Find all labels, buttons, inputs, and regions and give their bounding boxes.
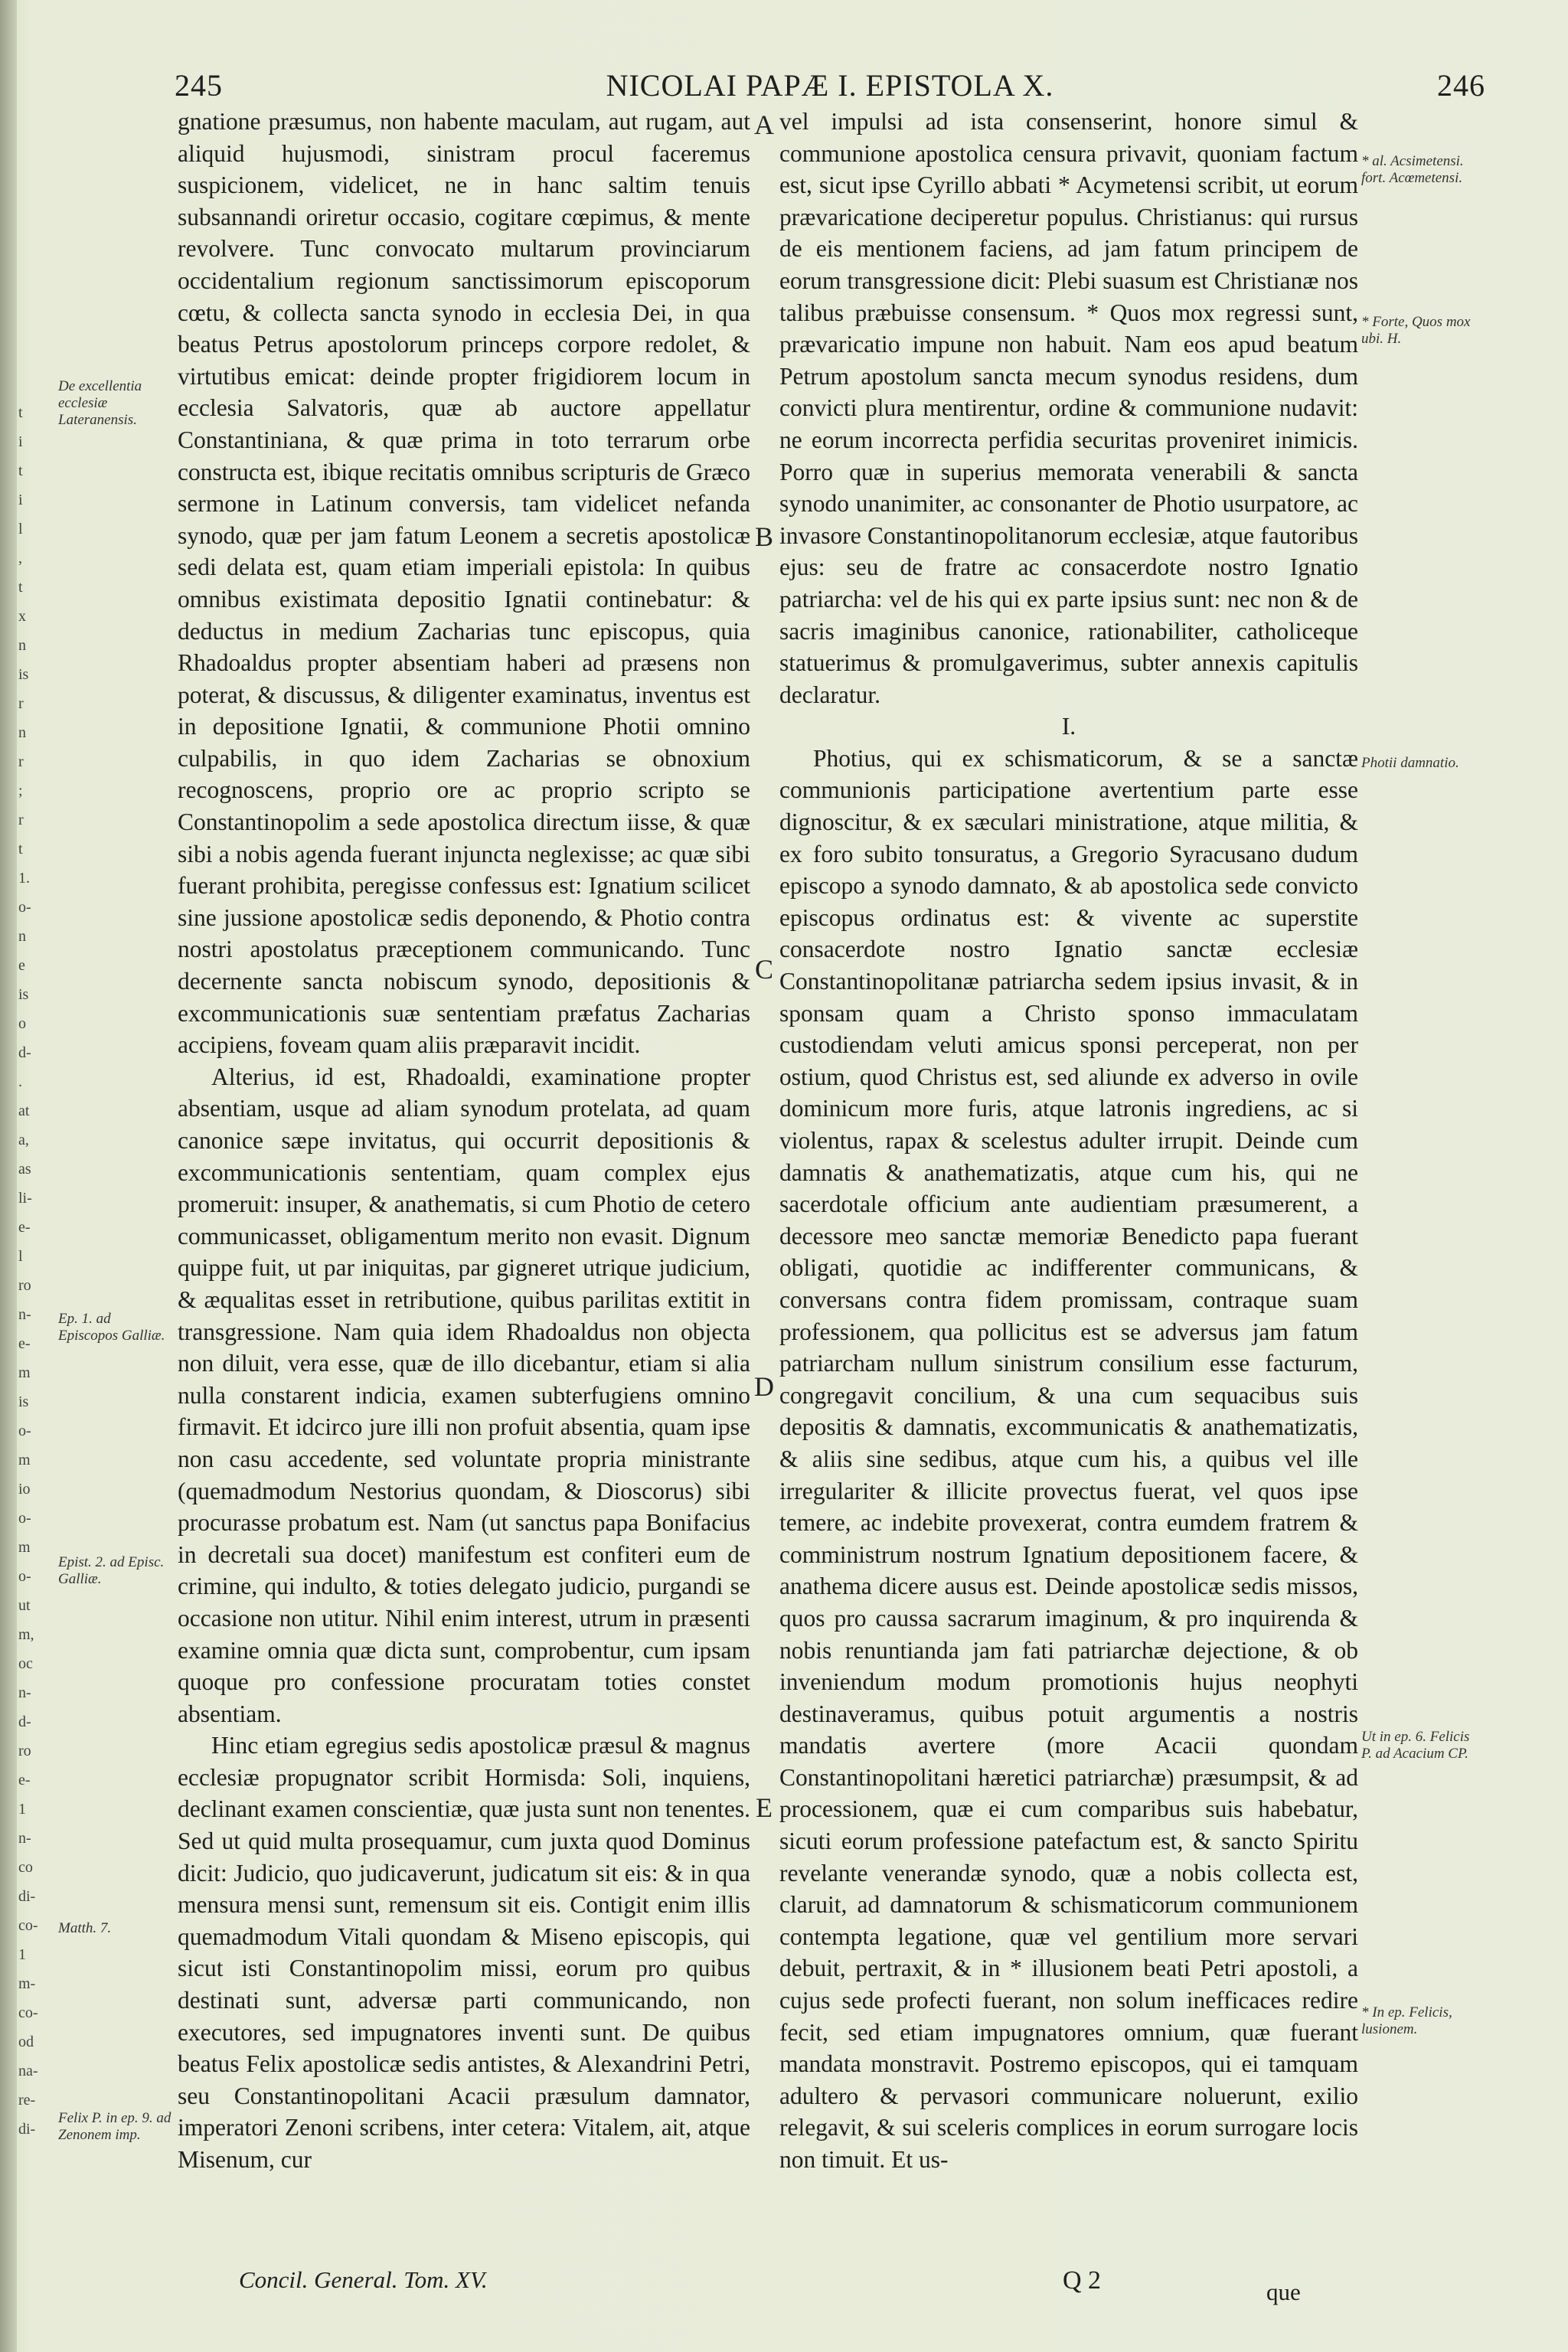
- margin-note-left: Matth. 7.: [58, 1920, 112, 1936]
- section-number: I.: [1061, 713, 1076, 740]
- margin-note-right: Ut in ep. 6. Felicis P. ad Acacium CP.: [1361, 1729, 1470, 1762]
- paragraph: gnatione præsumus, non habente maculam, aut rugam, aut aliquid hujusmodi, sinistram procul faceremus suspicionem, videlicet, ne in hanc saltim tenuis subsannandi oriretur occasio, cogitare cœpimus, & mente revolvere. Tunc convocato multarum provinciarum occidentalium regionum sanctissimorum episcoporum cœtu, & collecta sancta synodo in ecclesia Dei, in qua beatus Petrus apostolorum princeps corpore redolet, & virtutibus emicat: deinde propter frigidiorem locum in ecclesia Salvatoris, quæ ab auctore appellatur Constantiniana, & quæ prima in toto terrarum orbe constructa est, ibique recitatis omnibus scripturis de Græco sermone in Latinum conversis, tam videlicet nefanda synodo, quæ per jam fatum Leonem a secretis apostolicæ sedi delata est, quam etiam imperiali epistola: In quibus omnibus existimata depositio Ignatii continebatur: & deductus in medium Zacharias tunc episcopus, quia Rhadoaldus propter absentiam haberi ad præsens non poterat, & discussus, & diligenter examinatus, inventus est in depositione Ignatii, & communione Photii omnino culpabilis, in quo idem Zacharias se obnoxium recognoscens, proprio ore ac proprio scripto se Constantinopolim a sede apostolica directum iisse, & quæ sibi a nobis agenda fuerant injuncta neglexisse; ac quæ sibi fuerant prohibita, peregisse confessus est: Ignatium scilicet sine jussione apostolicæ sedis deponendo, & Photio contra nostri apostolatus præceptionem communicando. Tunc decernente sancta nobiscum synodo, depositionis & excommunicationis suæ sententiam præfatus Zacharias accipiens, foveam quam aliis præparavit incidit.: [178, 108, 750, 1059]
- margin-note-left: Felix P. in ep. 9. ad Zenonem imp.: [58, 2110, 172, 2143]
- page-title: NICOLAI PAPÆ I. EPISTOLA X.: [606, 68, 1054, 103]
- left-column: [178, 106, 750, 2176]
- page-number-left: 245: [175, 68, 223, 103]
- margin-note-left: Ep. 1. ad Episcopos Galliæ.: [58, 1311, 165, 1344]
- previous-page-edge-text: t i t i l , t x n is r n r ; r t 1. o- n e is o d- . at a, as li- e- l ro n- e- m is o- m io o- m o- ut m, oc n- d- ro e- 1 n- co di- co- 1 m- co- od na- re- di-: [18, 404, 38, 2138]
- right-column: [779, 106, 1358, 2176]
- signature-mark: Q 2: [1063, 2266, 1102, 2295]
- section-letter: B: [754, 521, 773, 552]
- footer-volume: Concil. General. Tom. XV.: [239, 2266, 488, 2293]
- paragraph: Photius, qui ex schismaticorum, & se a sanctæ communionis participatione avertentium parte esse dignoscitur, & ex sæculari ministratione, atque militia, & ex foro subito tonsuratus, a Gregorio Syracusano dudum episcopo a synodo damnato, & ab apostolica sede convicto episcopus ordinatus est: & vivente ac superstite consacerdote nostro Ignatio sanctæ ecclesiæ Constantinopolitanæ patriarcha sedem ipsius invasit, & in sponsam quam a Christo sponso immaculatam custodiendam veluti amicus sponsi perceperat, non per ostium, quod Christus est, sed aliunde ex adverso in ovile dominicum more furis, atque latronis ingrediens, ac si violentus, rapax & scelestus adulter irrupit. Deinde cum damnatis & anathematizatis, atque cum his, qui ne sacerdotale officium ante audientiam præsumerent, a decessore meo sanctæ memoriæ Benedicto papa fuerant obligati, quotidie ac indifferenter communicans, & conversans contra fidem promissam, contraque suam professionem, qua pollicitus est se adversus jam fatum patriarcham nullum sinistrum consilium esse facturum, congregavit concilium, & una cum sequacibus suis depositis & damnatis, excommunicatis & anathematizatis, & aliis sine sedibus, atque cum his, a quibus vel ille irregulariter & illicite provectus fuerat, vel quos ipse temere, ac indebite provexerat, contra eumdem fratrem & comministrum nostrum Ignatium depositionem facere, & anathema dicere ausus est. Deinde apostolicæ sedis missos, quos pro caussa sacrarum imaginum, & pro inquirenda & nobis renuntianda jam fati patriarchæ dejectione, & ob inveniendum modum promotionis hujus neophyti destinaveramus, quibus potuit argumentis a nostris mandatis avertere (more Acacii quondam Constantinopolitani hæretici patriarchæ) præsumpsit, & ad processionem, quæ ei cum comparibus suis habebatur, sicuti eorum professione patefactum est, & sancto Spiritu revelante venerandæ synodo, quæ a nobis collecta est, claruit, ad damnatorum & schismaticorum communionem contempta legatione, quæ vel gentilium more servari debuit, pertraxit, & in * illusionem beati Petri apostoli, a cujus sede profecti fuerant, non solum inefficaces redire fecit, sed etiam impugnatores omnium, quæ fuerant mandata monstravit. Postremo episcopos, qui ei tamquam adultero & pervasori communicare noluerunt, exilio relegavit, & sui sceleris complices in eorum surrogare locis non timuit. Et us-: [779, 744, 1358, 2173]
- margin-note-left: De excellentia ecclesiæ Lateranensis.: [58, 378, 142, 428]
- paragraph: Hinc etiam egregius sedis apostolicæ præsul & magnus ecclesiæ propugnator scribit Hormisda: Soli, inquiens, declinant examen conscientiæ, quæ justa sunt non tenentes. Sed ut quid multa prosequamur, cum juxta quod Dominus dicit: Judicio, quo judicaverunt, judicatum sit eis: & in qua mensura mensi sunt, remensum sit eis. Contigit enim illis quemadmodum Vitali quondam & Miseno episcopis, qui sicut isti Constantinopolim missi, eorum pro quibus destinati sunt, adversæ parti communicando, non executores, sed impugnatores inventi sunt. De quibus beatus Felix apostolicæ sedis antistes, & Alexandrini Petri, seu Constantinopolitani Acacii præsulum damnator, imperatori Zenoni scribens, inter cetera: Vitalem, ait, atque Misenum, cur: [178, 1732, 750, 2173]
- page-header: [175, 67, 1485, 110]
- paragraph: vel impulsi ad ista consenserint, honore simul & communione apostolica censura privavit, quoniam factum est, sicut ipse Cyrillo abbati * Acymetensi scribit, ut eorum prævaricatione deciperetur populus. Christianus: qui rursus de eis mentionem faciens, ad jam fatum principem de eorum transgressione dicit: Plebi suasum est Christianæ nos talibus præbuisse consensum. * Quos mox regressi sunt, prævaricatio impune non habuit. Nam eos apud beatum Petrum apostolum sancta mecum synodus residens, dum convicti plura mentirentur, ordine & communione nudavit: ne eorum incorrecta perfidia securitas proveniret inimicis. Porro quæ in superius memorata venerabili & sancta synodo unanimiter, ac consonanter de Photio usurpatore, ac invasore Constantinopolitanorum ecclesiæ, atque fautoribus ejus: seu de fratre ac consacerdote nostro Ignatio patriarcha: vel de his qui ex parte ipsius sunt: nec non & de sacris imaginibus canonice, rationabiliter, catholiceque statuerimus & promulgaverimus, subter annexis capitulis declaratur.: [779, 108, 1358, 708]
- margin-note-right: * al. Acsimetensi. fort. Acœmetensi.: [1361, 153, 1464, 186]
- paragraph: Alterius, id est, Rhadoaldi, examinatione propter absentiam, usque ad aliam synodum protelata, ad quam canonice sæpe invitatus, qui occurrit depositionis & excommunicationis sententiam, quam complex ejus promeruit: insuper, & anathematis, si cum Photio de cetero communicasset, obligamentum merito non evasit. Dignum quippe fuit, ut par iniquitas, par gigneret utrique judicium, & æqualitas esset in retributione, quibus parilitas extitit in transgressione. Nam quia idem Rhadoaldus non objecta non diluit, vera esse, quæ de illo dicebantur, etiam si alia nulla constarent indicia, examen subterfugiens omnino firmavit. Et idcirco jure illi non profuit absentia, quam ipse non casu accedente, sed voluntate propria ministrante (quemadmodum Nestorius quondam, & Dioscorus) sibi procurasse probatum est. Nam (ut sanctus papa Bonifacius in decretali sua docet) manifestum est confiteri eum de crimine, qui indulto, & toties delegato judicio, purgandi se occasione non utitur. Nihil enim interest, utrum in præsenti examine omnia quæ dicta sunt, comprobentur, cum ipsam quoque pro confessione procuratam toties constet absentiam.: [178, 1063, 750, 1727]
- section-letter: A: [754, 109, 774, 140]
- section-letter: C: [754, 954, 773, 985]
- margin-note-right: * Forte, Quos mox ubi. H.: [1361, 314, 1471, 347]
- book-binding: [0, 0, 17, 2352]
- margin-note-right: * In ep. Felicis, lusionem.: [1361, 2004, 1452, 2037]
- margin-note-right: Photii damnatio.: [1361, 755, 1459, 771]
- margin-note-left: Epist. 2. ad Episc. Galliæ.: [58, 1554, 165, 1587]
- section-letter: E: [756, 1792, 773, 1823]
- catchword: que: [1266, 2278, 1301, 2305]
- page-number-right: 246: [1437, 68, 1485, 103]
- section-letter: D: [754, 1371, 774, 1402]
